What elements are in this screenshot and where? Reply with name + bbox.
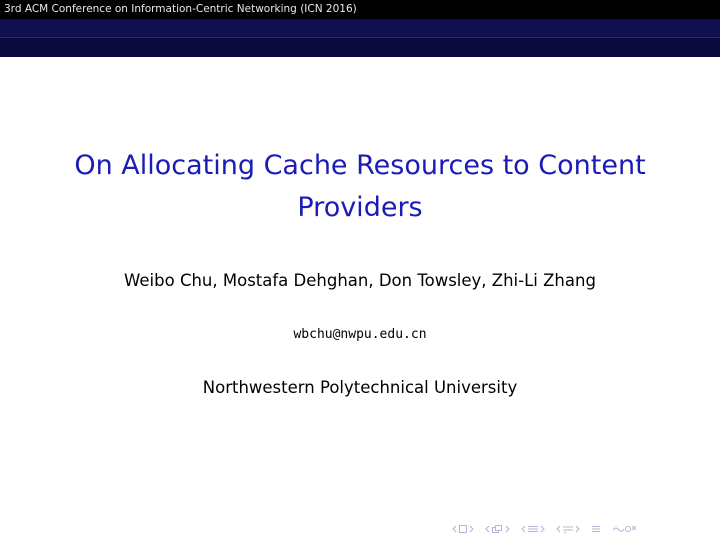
headline-bar (0, 0, 720, 19)
prev-frame-icon[interactable] (452, 524, 457, 534)
next-subsection-icon[interactable] (575, 524, 580, 534)
subsection-icon[interactable] (562, 524, 574, 534)
next-subsection-icon[interactable] (505, 524, 510, 534)
subsection-nav-2 (556, 524, 580, 534)
next-section-icon[interactable] (540, 524, 545, 534)
section-nav (521, 524, 545, 534)
subsection-nav (485, 524, 510, 534)
slide-title: On Allocating Cache Resources to Content Providers (74, 150, 646, 223)
frame-icon[interactable] (458, 524, 468, 534)
header-band-bottom (0, 38, 720, 57)
section-icon[interactable] (527, 524, 539, 534)
slide-email: wbchu@nwpu.edu.cn (293, 327, 427, 342)
prev-subsection-icon[interactable] (485, 524, 490, 534)
frame-nav (452, 524, 474, 534)
conference-headline: 3rd ACM Conference on Information-Centric Networking (ICN 2016) (4, 3, 357, 15)
subsection-icon[interactable] (491, 524, 504, 534)
search-icon[interactable] (612, 524, 638, 534)
document-icon[interactable] (591, 524, 601, 534)
header-band-top (0, 19, 720, 38)
document-nav (591, 524, 601, 534)
next-frame-icon[interactable] (469, 524, 474, 534)
prev-section-icon[interactable] (521, 524, 526, 534)
navigation-bar (452, 522, 638, 536)
prev-subsection-icon[interactable] (556, 524, 561, 534)
slide-institute: Northwestern Polytechnical University (202, 378, 518, 397)
search-nav (612, 524, 638, 534)
slide-authors: Weibo Chu, Mostafa Dehghan, Don Towsley, Zhi-Li Zhang (124, 271, 596, 290)
